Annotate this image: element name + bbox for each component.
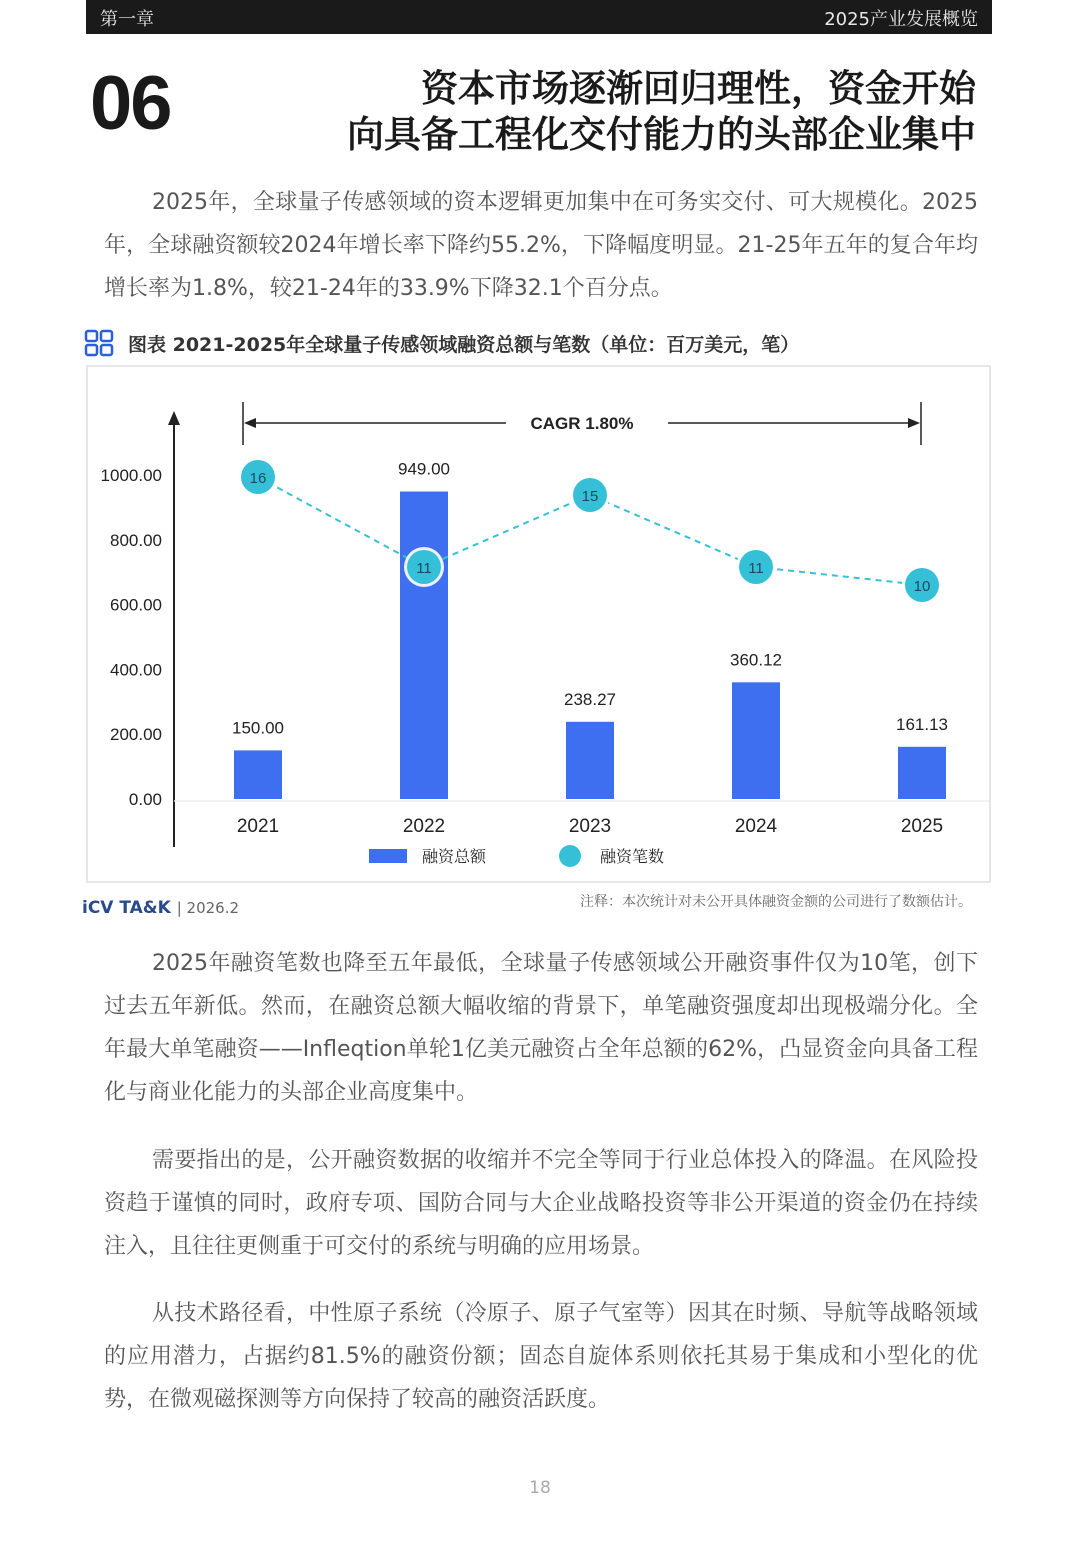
bar-value-label: 150.00 [232, 718, 284, 738]
page-number: 18 [529, 1478, 551, 1498]
count-label: 11 [416, 560, 432, 577]
y-tick-label: 0.00 [128, 790, 162, 809]
bar-value-label: 360.12 [730, 650, 782, 670]
legend-dot-label: 融资笔数 [600, 847, 665, 866]
cagr-arrow-left [244, 418, 256, 428]
bar-value-label: 238.27 [564, 689, 616, 709]
bar-value-label: 949.00 [398, 459, 450, 479]
bar-2022 [400, 492, 448, 799]
paragraph-3: 需要指出的是，公开融资数据的收缩并不完全等同于行业总体投入的降温。在风险投资趋于谨慎的同时，政府专项、国防合同与大企业战略投资等非公开渠道的资金仍在持续注入，且往往更侧重于可交付的系统与明确的应用场景。 [104, 1148, 978, 1259]
cagr-label: CAGR 1.80% [530, 414, 634, 433]
x-tick-label: 2021 [236, 816, 280, 837]
x-tick-label: 2022 [402, 816, 446, 837]
bar-2025 [898, 747, 946, 799]
chart-container [86, 365, 991, 883]
count-label: 10 [913, 578, 931, 595]
bar-2024 [732, 682, 780, 799]
bar-2023 [566, 722, 614, 799]
figure-caption [84, 328, 799, 358]
cagr-arrow-right [908, 418, 920, 428]
y-tick-label: 1000.00 [100, 466, 162, 485]
section-number: 06 [90, 61, 171, 146]
x-tick-label: 2023 [568, 816, 612, 837]
section-title-line-2: 向具备工程化交付能力的头部企业集中 [347, 113, 976, 156]
y-tick-label: 400.00 [110, 660, 162, 680]
brand-name: iCV TA&K [82, 898, 171, 918]
bar-2021 [234, 750, 282, 799]
x-tick-label: 2024 [734, 816, 778, 837]
count-label: 15 [581, 488, 599, 505]
chapter-label: 第一章 [100, 9, 154, 30]
bar-value-label: 161.13 [896, 714, 948, 734]
paragraph-1: 2025年，全球量子传感领域的资本逻辑更加集中在可务实交付、可大规模化。2025年，全球融资额较2024年增长率下降约55.2%，下降幅度明显。21-25年五年的复合年均增长率为1.8%，较21-24年的33.9%下降32.1个百分点。 [104, 190, 978, 301]
figure-caption-text: 图表 2021-2025年全球量子传感领域融资总额与笔数（单位：百万美元，笔） [128, 333, 800, 356]
legend-dot-swatch [559, 845, 581, 867]
y-tick-label: 600.00 [110, 595, 162, 615]
funding-chart [88, 367, 989, 881]
brand-logo [82, 898, 239, 918]
count-label: 11 [748, 560, 764, 577]
paragraph-4: 从技术路径看，中性原子系统（冷原子、原子气室等）因其在时频、导航等战略领域的应用潜力，占据约81.5%的融资份额；固态自旋体系则依托其易于集成和小型化的优势，在微观磁探测等方向保持了较高的融资活跃度。 [104, 1301, 978, 1412]
header-bar [86, 0, 992, 34]
figure-note: 注释：本次统计对未公开具体融资金额的公司进行了数额估计。 [580, 894, 972, 910]
y-axis-arrow [168, 411, 180, 425]
section-title [347, 66, 976, 158]
x-tick-label: 2025 [900, 816, 944, 837]
paragraph-2: 2025年融资笔数也降至五年最低，全球量子传感领域公开融资事件仅为10笔，创下过去五年新低。然而，在融资总额大幅收缩的背景下，单笔融资强度却出现极端分化。全年最大单笔融资——Infleqtion单轮1亿美元融资占全年总额的62%，凸显资金向具备工程化与商业化能力的头部企业高度集中。 [104, 951, 978, 1105]
y-tick-label: 200.00 [110, 725, 162, 745]
report-title: 2025产业发展概览 [824, 9, 978, 30]
section-title-line-1: 资本市场逐渐回归理性，资金开始 [421, 67, 976, 110]
legend-bar-swatch [369, 849, 407, 863]
brand-date: | 2026.2 [176, 899, 240, 917]
grid-icon [84, 329, 114, 357]
legend-bar-label: 融资总额 [422, 847, 487, 866]
count-label: 16 [249, 470, 267, 487]
y-tick-label: 800.00 [110, 530, 162, 550]
